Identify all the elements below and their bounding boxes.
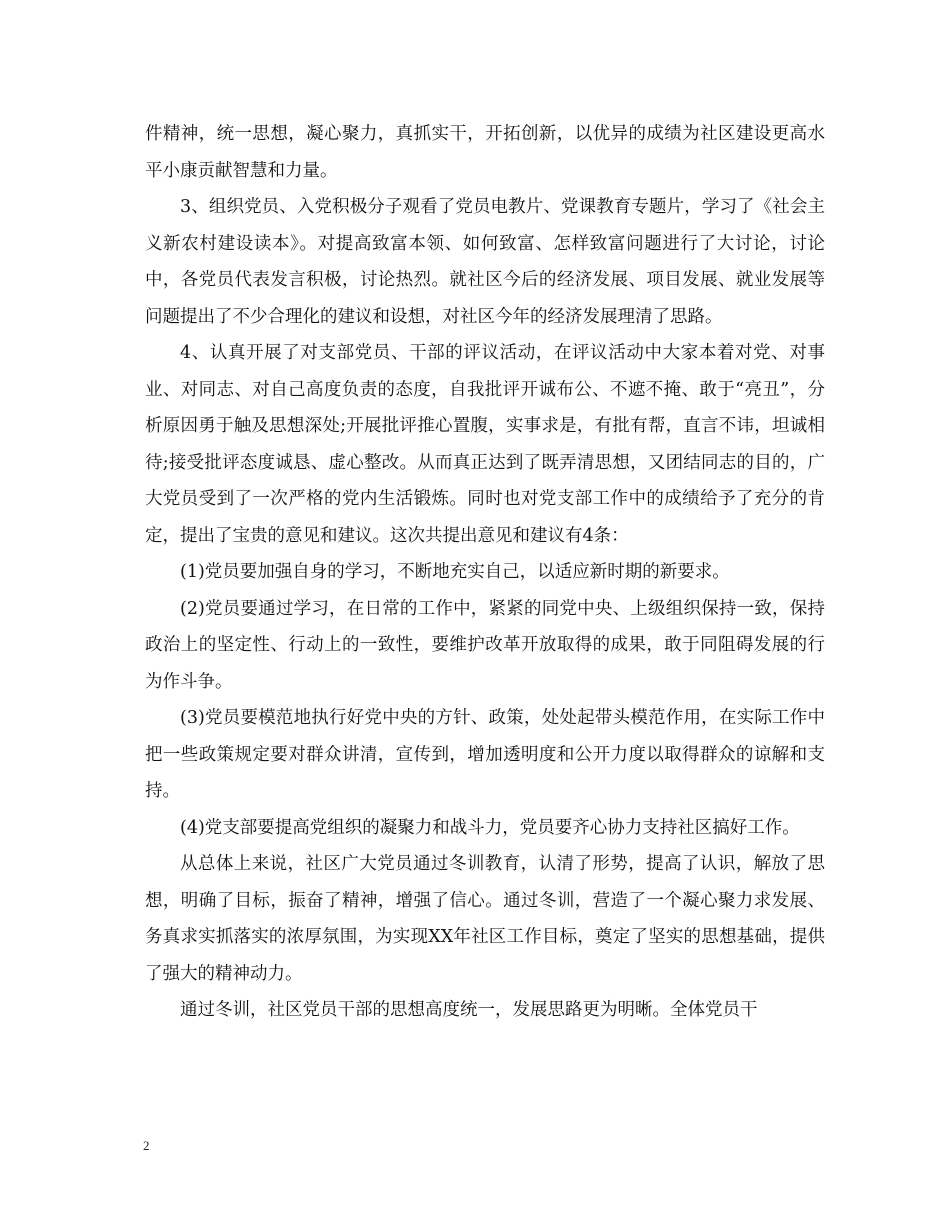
- paragraph-closing: 通过冬训，社区党员干部的思想高度统一，发展思路更为明晰。全体党员干: [180, 1000, 758, 1020]
- paragraph-summary: 从总体上来说，社区广大党员通过冬训教育，认清了形势，提高了认识，解放了思想，明确了目标，振奋了精神，增强了信心。通过冬训，营造了一个凝心聚力求发展、务真求实抓落实的浓厚氛围，为实现XX年社区工作目标，奠定了坚实的思想基础，提供了强大的精神动力。: [145, 854, 825, 984]
- paragraph-item-3: 3、组织党员、入党积极分子观看了党员电教片、党课教育专题片，学习了《社会主义新农村建设读本》。对提高致富本领、如何致富、怎样致富问题进行了大讨论，讨论中，各党员代表发言积极，讨论热烈。就社区今后的经济发展、项目发展、就业发展等问题提出了不少合理化的建议和设想，对社区今年的经济发展理清了思路。: [145, 197, 825, 327]
- suggestion-2: (2)党员要通过学习，在日常的工作中，紧紧的同党中央、上级组织保持一致，保持政治上的坚定性、行动上的一致性，要维护改革开放取得的成果，敢于同阻碍发展的行为作斗争。: [145, 598, 825, 692]
- paragraph-continuation: 件精神，统一思想，凝心聚力，真抓实干，开拓创新，以优异的成绩为社区建设更高水平小康贡献智慧和力量。: [145, 124, 825, 181]
- paragraph-item-4: 4、认真开展了对支部党员、干部的评议活动，在评议活动中大家本着对党、对事业、对同志、对自己高度负责的态度，自我批评开诚布公、不遮不掩、敢于“亮丑”，分析原因勇于触及思想深处;开展批评推心置腹，实事求是，有批有帮，直言不讳，坦诚相待;接受批评态度诚恳、虚心整改。从而真正达到了既弄清思想，又团结同志的目的，广大党员受到了一次严格的党内生活锻炼。同时也对党支部工作中的成绩给予了充分的肯定，提出了宝贵的意见和建议。这次共提出意见和建议有4条：: [145, 343, 825, 546]
- suggestion-4: (4)党支部要提高党组织的凝聚力和战斗力，党员要齐心协力支持社区搞好工作。: [180, 817, 800, 838]
- suggestion-3: (3)党员要模范地执行好党中央的方针、政策，处处起带头模范作用，在实际工作中把一些政策规定要对群众讲清，宣传到，增加透明度和公开力度以取得群众的谅解和支持。: [145, 708, 825, 801]
- document-body: [145, 116, 825, 1029]
- page-number: 2: [143, 1138, 150, 1153]
- suggestion-1: (1)党员要加强自身的学习，不断地充实自己，以适应新时期的新要求。: [180, 562, 730, 582]
